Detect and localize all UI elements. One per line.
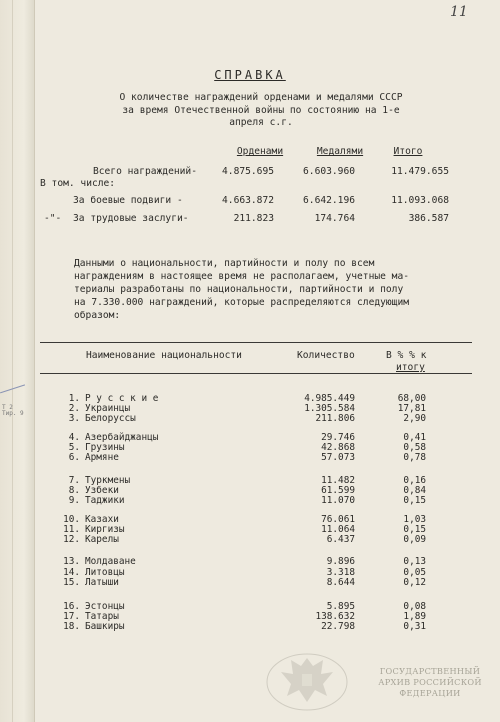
archive-line-1: ГОСУДАРСТВЕННЫЙ bbox=[379, 666, 481, 676]
table-header-rule bbox=[40, 373, 472, 374]
explanatory-paragraph: Данными о национальности, партийности и полу по всем награждениям в настоящее время не располагаем, учетные ма- териалы разработаны по национальности, партийности и полу на 7.330.000 награждений, которые распределяются следующим образом: bbox=[74, 258, 410, 321]
row-quantity: 1.305.584 bbox=[304, 403, 355, 414]
row-index: 5. bbox=[68, 442, 80, 453]
summary-combat-sum: 11.093.068 bbox=[391, 195, 449, 206]
row-index: 9. bbox=[68, 495, 80, 506]
row-nationality: Киргизы bbox=[85, 524, 125, 535]
row-index: 6. bbox=[68, 452, 80, 463]
row-nationality: Молдаване bbox=[85, 556, 136, 567]
table-header-percent: В % % к bbox=[386, 350, 427, 361]
table-row bbox=[0, 535, 500, 545]
summary-combat-label: За боевые подвиги - bbox=[73, 195, 183, 206]
row-index: 11. bbox=[63, 524, 80, 535]
row-index: 2. bbox=[68, 403, 80, 414]
row-quantity: 11.064 bbox=[321, 524, 355, 535]
row-nationality: Туркмены bbox=[85, 475, 131, 486]
table-row bbox=[0, 453, 500, 463]
row-quantity: 9.896 bbox=[326, 556, 355, 567]
row-index: 14. bbox=[63, 567, 80, 578]
summary-total-orders: 4.875.695 bbox=[222, 166, 274, 177]
summary-combat-medals: 6.642.196 bbox=[303, 195, 355, 206]
row-index: 13. bbox=[63, 556, 80, 567]
row-index: 8. bbox=[68, 485, 80, 496]
row-nationality: Белоруссы bbox=[85, 413, 136, 424]
row-index: 7. bbox=[68, 475, 80, 486]
table-row bbox=[0, 414, 500, 424]
row-quantity: 76.061 bbox=[321, 514, 355, 525]
archive-line-3: ФЕДЕРАЦИИ bbox=[399, 688, 461, 698]
row-percent: 0,15 bbox=[403, 524, 426, 535]
table-header-quantity: Количество bbox=[297, 350, 355, 361]
page-number: 11 bbox=[450, 4, 468, 20]
row-quantity: 11.482 bbox=[321, 475, 355, 486]
summary-labor-medals: 174.764 bbox=[314, 213, 355, 224]
summary-labor-orders: 211.823 bbox=[233, 213, 274, 224]
row-nationality: Украинцы bbox=[85, 403, 131, 414]
row-index: 16. bbox=[63, 601, 80, 612]
table-header-nationality: Наименование национальности bbox=[86, 350, 242, 361]
summary-total-sum: 11.479.655 bbox=[391, 166, 449, 177]
margin-note: Тир. 9 bbox=[2, 410, 24, 417]
row-nationality: Таджики bbox=[85, 495, 125, 506]
column-header-medals: Медалями bbox=[316, 146, 364, 157]
summary-including-label: В том. числе: bbox=[40, 178, 116, 189]
row-percent: 0,16 bbox=[403, 475, 426, 486]
summary-combat-orders: 4.663.872 bbox=[222, 195, 274, 206]
row-index: 4. bbox=[68, 432, 80, 443]
row-percent: 0,12 bbox=[403, 577, 426, 588]
row-percent: 1,03 bbox=[403, 514, 426, 525]
row-nationality: Татары bbox=[85, 611, 119, 622]
row-percent: 0,58 bbox=[403, 442, 426, 453]
summary-total-label: Всего награждений- bbox=[93, 166, 197, 177]
row-nationality: Башкиры bbox=[85, 621, 125, 632]
row-percent: 0,78 bbox=[403, 452, 426, 463]
row-percent: 0,05 bbox=[403, 567, 426, 578]
row-quantity: 6.437 bbox=[326, 534, 355, 545]
row-percent: 1,89 bbox=[403, 611, 426, 622]
summary-labor-label: За трудовые заслуги- bbox=[73, 213, 189, 224]
archive-watermark bbox=[360, 666, 500, 699]
row-index: 3. bbox=[68, 413, 80, 424]
row-percent: 0,13 bbox=[403, 556, 426, 567]
row-index: 15. bbox=[63, 577, 80, 588]
row-nationality: Латыши bbox=[85, 577, 119, 588]
table-row bbox=[0, 557, 500, 567]
row-nationality: Карелы bbox=[85, 534, 119, 545]
table-top-rule bbox=[40, 342, 472, 343]
row-quantity: 3.318 bbox=[326, 567, 355, 578]
row-percent: 0,31 bbox=[403, 621, 426, 632]
row-nationality: Узбеки bbox=[85, 485, 119, 496]
row-quantity: 138.632 bbox=[315, 611, 355, 622]
row-index: 18. bbox=[63, 621, 80, 632]
row-nationality: Азербайджанцы bbox=[85, 432, 159, 443]
row-percent: 0,15 bbox=[403, 495, 426, 506]
summary-labor-marker: -"- bbox=[44, 213, 62, 224]
row-nationality: Казахи bbox=[85, 514, 119, 525]
column-header-total: Итого bbox=[393, 146, 423, 157]
row-percent: 0,84 bbox=[403, 485, 426, 496]
row-quantity: 61.599 bbox=[321, 485, 355, 496]
row-percent: 0,08 bbox=[403, 601, 426, 612]
row-index: 10. bbox=[63, 514, 80, 525]
row-nationality: Грузины bbox=[85, 442, 125, 453]
row-quantity: 11.070 bbox=[321, 495, 355, 506]
table-row bbox=[0, 496, 500, 506]
row-quantity: 42.868 bbox=[321, 442, 355, 453]
row-quantity: 5.895 bbox=[326, 601, 355, 612]
row-index: 12. bbox=[63, 534, 80, 545]
table-row bbox=[0, 578, 500, 588]
row-percent: 0,41 bbox=[403, 432, 426, 443]
row-quantity: 29.746 bbox=[321, 432, 355, 443]
document-subtitle: О количестве награждений орденами и медалями СССР за время Отечественной войны по состоянию на 1-е апреля с.г. bbox=[119, 92, 403, 128]
double-headed-eagle-icon bbox=[263, 648, 351, 712]
table-header-percent-total: итогу bbox=[396, 362, 425, 373]
row-nationality: Армяне bbox=[85, 452, 119, 463]
table-row bbox=[0, 622, 500, 632]
row-percent: 68,00 bbox=[397, 393, 426, 404]
row-percent: 2,90 bbox=[403, 413, 426, 424]
row-percent: 17,81 bbox=[397, 403, 426, 414]
archive-line-2: АРХИВ РОССИЙСКОЙ bbox=[378, 677, 482, 687]
column-header-orders: Орденами bbox=[236, 146, 284, 157]
row-percent: 0,09 bbox=[403, 534, 426, 545]
row-index: 17. bbox=[63, 611, 80, 622]
row-nationality: Литовцы bbox=[85, 567, 125, 578]
margin-note: Т 2 bbox=[2, 404, 13, 411]
summary-total-medals: 6.603.960 bbox=[303, 166, 355, 177]
row-quantity: 57.073 bbox=[321, 452, 355, 463]
row-index: 1. bbox=[68, 393, 80, 404]
summary-labor-sum: 386.587 bbox=[408, 213, 449, 224]
row-quantity: 211.806 bbox=[315, 413, 355, 424]
row-quantity: 8.644 bbox=[326, 577, 355, 588]
row-nationality: Эстонцы bbox=[85, 601, 125, 612]
row-nationality: Р у с с к и е bbox=[85, 393, 159, 404]
row-quantity: 4.985.449 bbox=[304, 393, 355, 404]
document-title: СПРАВКА bbox=[214, 68, 286, 82]
row-quantity: 22.798 bbox=[321, 621, 355, 632]
